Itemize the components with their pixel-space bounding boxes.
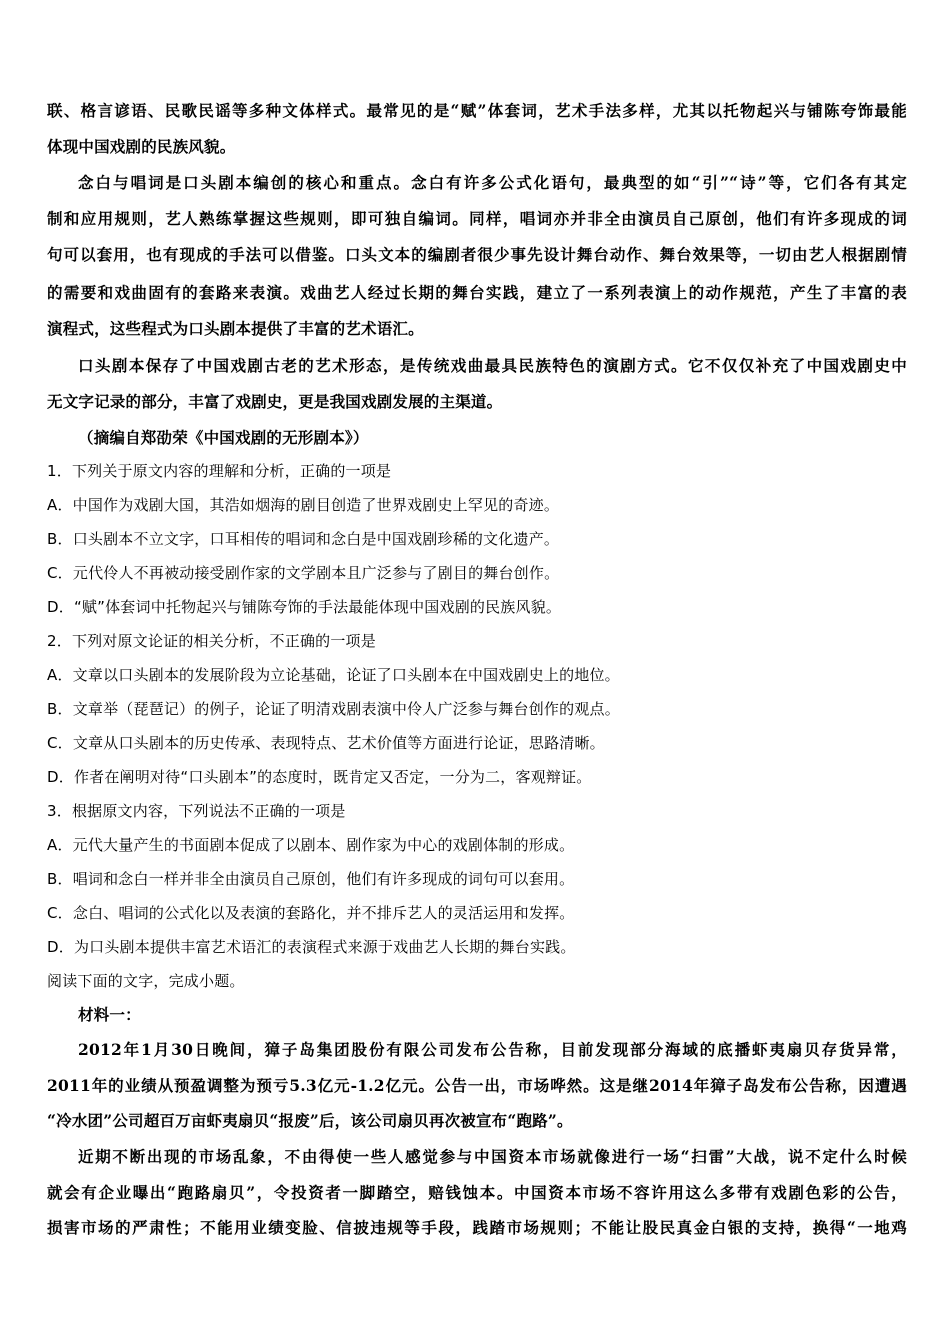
passage1-line-1: 联、格言谚语、民歌民谣等多种文体样式。最常见的是“赋”体套词，艺术手法多样，尤其以托物起兴与铺陈夸饰最能 xyxy=(47,101,907,120)
question-3-option-b: B．唱词和念白一样并非全由演员自己原创，他们有许多现成的词句可以套用。 xyxy=(47,870,575,888)
question-3-option-a: A．元代大量产生的书面剧本促成了以剧本、剧作家为中心的戏剧体制的形成。 xyxy=(47,836,575,854)
passage2-line-1: 2012年1月30日晚间，獐子岛集团股份有限公司发布公告称，目前发现部分海域的底播虾夷扇贝存货异常， xyxy=(78,1040,907,1059)
reading-instruction: 阅读下面的文字，完成小题。 xyxy=(47,972,245,990)
passage1-line-7: 演程式，这些程式为口头剧本提供了丰富的艺术语汇。 xyxy=(47,319,424,338)
passage1-line-9: 无文字记录的部分，丰富了戏剧史，更是我国戏剧发展的主渠道。 xyxy=(47,392,503,411)
question-1-option-c: C．元代伶人不再被动接受剧作家的文学剧本且广泛参与了剧目的舞台创作。 xyxy=(47,564,560,582)
passage1-line-5: 句可以套用，也有现成的手法可以借鉴。口头文本的编剧者很少事先设计舞台动作、舞台效果等，一切由艺人根据剧情 xyxy=(47,245,907,264)
question-1-option-d: D．“赋”体套词中托物起兴与铺陈夸饰的手法最能体现中国戏剧的民族风貌。 xyxy=(47,598,562,616)
question-3: 3．根据原文内容，下列说法不正确的一项是 xyxy=(47,802,346,820)
passage2-line-2: 2011年的业绩从预盈调整为预亏5.3亿元-1.2亿元。公告一出，市场哗然。这是继2014年獐子岛发布公告称，因遭遇 xyxy=(47,1076,907,1095)
passage1-line-4: 制和应用规则，艺人熟练掌握这些规则，即可独自编词。同样，唱词亦并非全由演员自己原创，他们有许多现成的词 xyxy=(47,209,907,228)
question-1: 1．下列关于原文内容的理解和分析，正确的一项是 xyxy=(47,462,392,480)
passage2-line-3: “冷水团”公司超百万亩虾夷扇贝“报废”后，该公司扇贝再次被宣布“跑路”。 xyxy=(47,1111,573,1130)
passage1-source: （摘编自郑劭荣《中国戏剧的无形剧本》） xyxy=(78,428,369,447)
question-3-option-c: C．念白、唱词的公式化以及表演的套路化，并不排斥艺人的灵活运用和发挥。 xyxy=(47,904,575,922)
question-2-option-d: D．作者在阐明对待“口头剧本”的态度时，既肯定又否定，一分为二，客观辩证。 xyxy=(47,768,592,786)
question-2-option-b: B．文章举（琵琶记）的例子，论证了明清戏剧表演中伶人广泛参与舞台创作的观点。 xyxy=(47,700,620,718)
passage1-line-2: 体现中国戏剧的民族风貌。 xyxy=(47,137,236,156)
question-1-option-b: B．口头剧本不立文字，口耳相传的唱词和念白是中国戏剧珍稀的文化遗产。 xyxy=(47,530,560,548)
question-3-option-d: D．为口头剧本提供丰富艺术语汇的表演程式来源于戏曲艺人长期的舞台实践。 xyxy=(47,938,576,956)
material-one-heading: 材料一： xyxy=(78,1005,141,1024)
passage1-line-8: 口头剧本保存了中国戏剧古老的艺术形态，是传统戏曲最具民族特色的演剧方式。它不仅仅补充了中国戏剧史中 xyxy=(78,356,907,375)
passage2-line-6: 损害市场的严肃性；不能用业绩变脸、信披违规等手段，践踏市场规则；不能让股民真金白银的支持，换得“一地鸡 xyxy=(47,1218,907,1237)
question-2-option-c: C．文章从口头剧本的历史传承、表现特点、艺术价值等方面进行论证，思路清晰。 xyxy=(47,734,605,752)
passage1-line-3: 念白与唱词是口头剧本编创的核心和重点。念白有许多公式化语句，最典型的如“引”“诗”等，它们各有其定 xyxy=(78,173,907,192)
question-2: 2．下列对原文论证的相关分析，不正确的一项是 xyxy=(47,632,376,650)
passage1-line-6: 的需要和戏曲固有的套路来表演。戏曲艺人经过长期的舞台实践，建立了一系列表演上的动作规范，产生了丰富的表 xyxy=(47,283,907,302)
passage2-line-4: 近期不断出现的市场乱象，不由得使一些人感觉参与中国资本市场就像进行一场“扫雷”大战，说不定什么时候 xyxy=(78,1147,907,1166)
question-1-option-a: A．中国作为戏剧大国，其浩如烟海的剧目创造了世界戏剧史上罕见的奇迹。 xyxy=(47,496,560,514)
passage2-line-5: 就会有企业曝出“跑路扇贝”，令投资者一脚踏空，赔钱蚀本。中国资本市场不容许用这么多带有戏剧色彩的公告， xyxy=(47,1183,907,1202)
question-2-option-a: A．文章以口头剧本的发展阶段为立论基础，论证了口头剧本在中国戏剧史上的地位。 xyxy=(47,666,620,684)
